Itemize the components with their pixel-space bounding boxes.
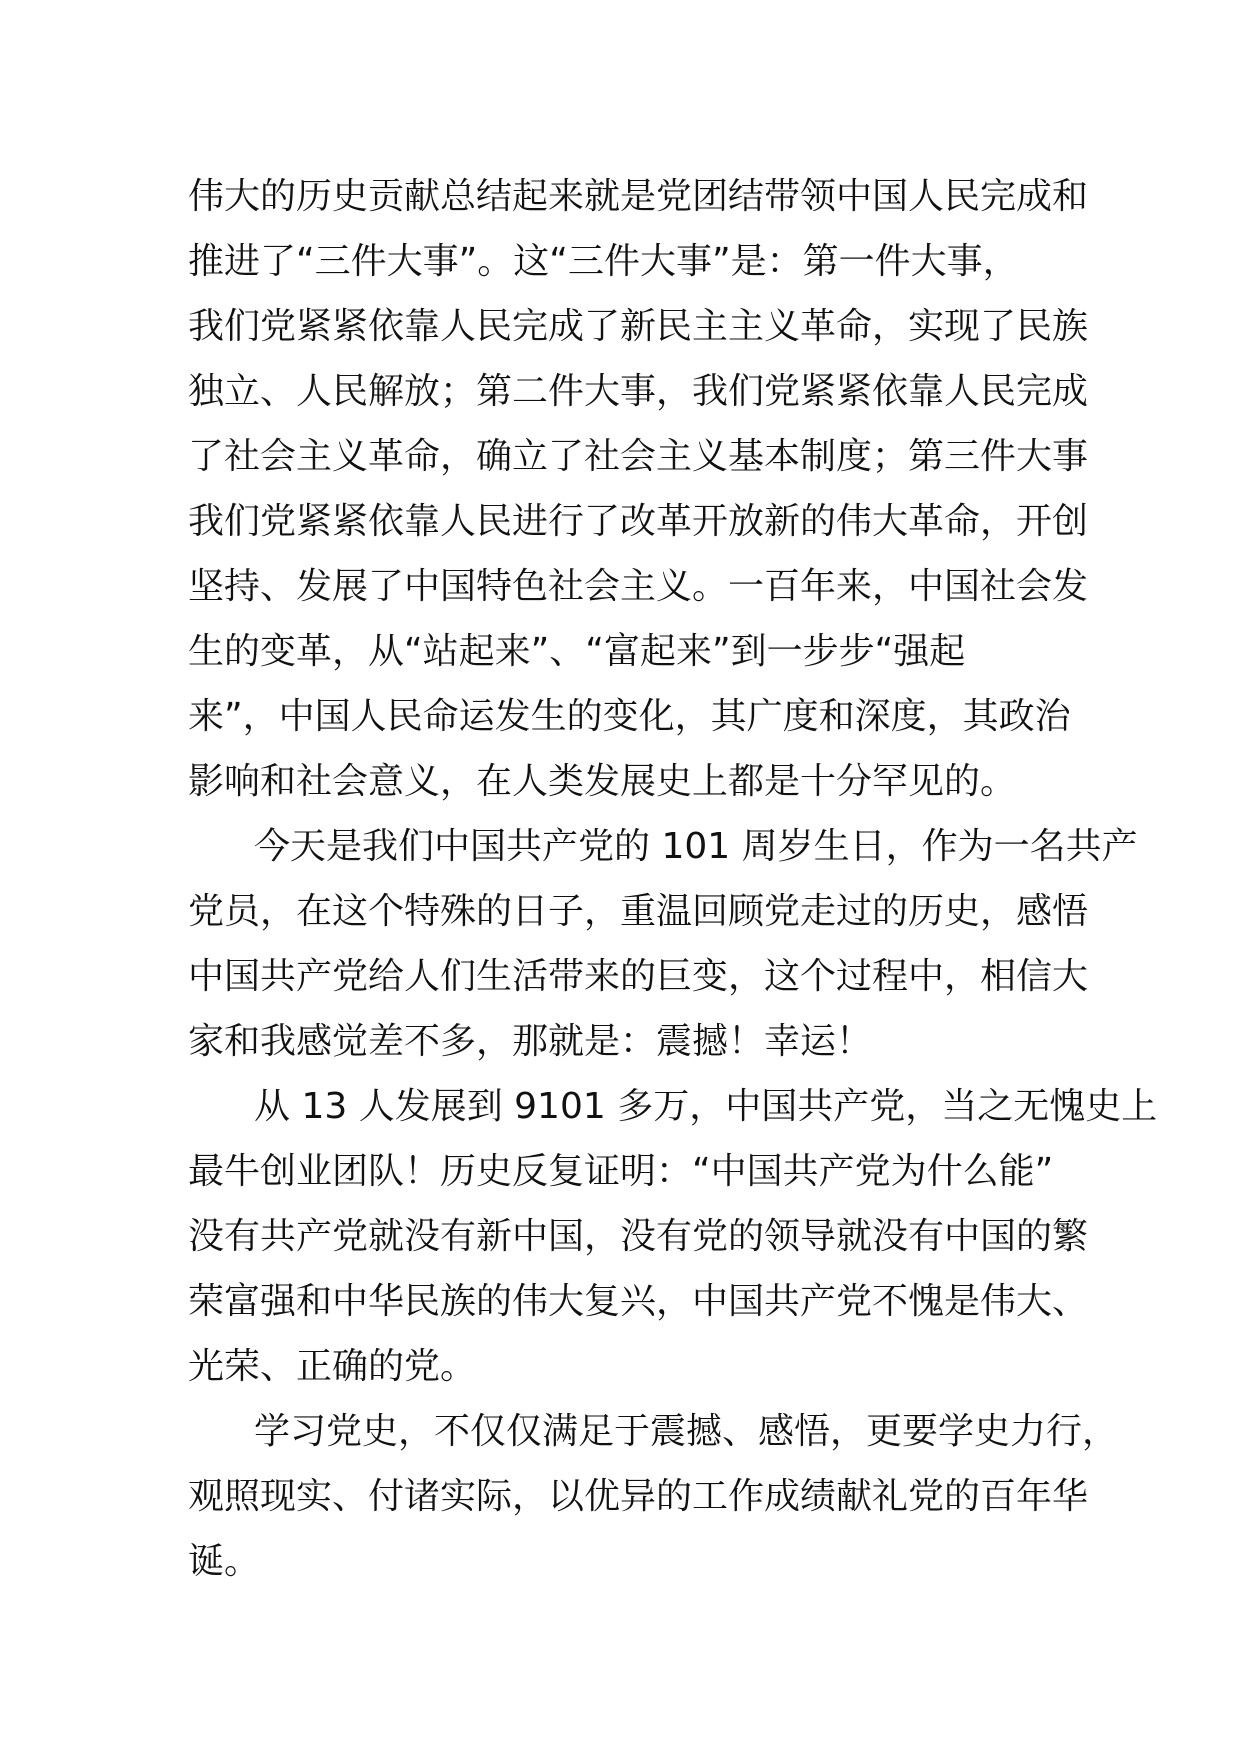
paragraph-1-line-2: 推进了“三件大事”。这“三件大事”是：第一件大事， [188,241,1019,282]
paragraph-1-line-7: 坚持、发展了中国特色社会主义。一百年来，中国社会发 [188,566,1089,607]
paragraph-3-line-5: 光荣、正确的党。 [188,1346,477,1387]
paragraph-3-line-2: 最牛创业团队！历史反复证明：“中国共产党为什么能” [188,1151,1054,1192]
paragraph-3-line-3: 没有共产党就没有新中国，没有党的领导就没有中国的繁 [188,1216,1089,1257]
paragraph-4-line-2: 观照现实、付诸实际，以优异的工作成绩献礼党的百年华 [188,1476,1089,1517]
paragraph-1-line-9: 来”，中国人民命运发生的变化，其广度和深度，其政治 [188,696,1071,737]
paragraph-2-line-1: 今天是我们中国共产党的 101 周岁生日，作为一名共产 [254,826,1138,867]
paragraph-4-line-1: 学习党史，不仅仅满足于震撼、感悟，更要学史力行， [254,1411,1119,1452]
paragraph-1-line-6: 我们党紧紧依靠人民进行了改革开放新的伟大革命，开创 [188,501,1089,542]
paragraph-1-line-8: 生的变革，从“站起来”、“富起来”到一步步“强起 [188,631,966,672]
paragraph-2-line-3: 中国共产党给人们生活带来的巨变，这个过程中，相信大 [188,956,1089,997]
paragraph-1-line-5: 了社会主义革命，确立了社会主义基本制度；第三件大事 [188,436,1089,477]
paragraph-3-line-1: 从 13 人发展到 9101 多万，中国共产党，当之无愧史上 [254,1086,1158,1127]
body-text [188,164,1158,1594]
paragraph-1-line-3: 我们党紧紧依靠人民完成了新民主主义革命，实现了民族 [188,306,1089,347]
paragraph-3-line-4: 荣富强和中华民族的伟大复兴，中国共产党不愧是伟大、 [188,1281,1089,1322]
paragraph-2-line-4: 家和我感觉差不多，那就是：震撼！幸运！ [188,1021,873,1062]
paragraph-1-line-1: 伟大的历史贡献总结起来就是党团结带领中国人民完成和 [188,176,1089,217]
paragraph-4-line-3: 诞。 [188,1541,261,1582]
paragraph-1-line-10: 影响和社会意义，在人类发展史上都是十分罕见的。 [188,761,1017,802]
paragraph-1-line-4: 独立、人民解放；第二件大事，我们党紧紧依靠人民完成 [188,371,1089,412]
paragraph-2-line-2: 党员，在这个特殊的日子，重温回顾党走过的历史，感悟 [188,891,1089,932]
